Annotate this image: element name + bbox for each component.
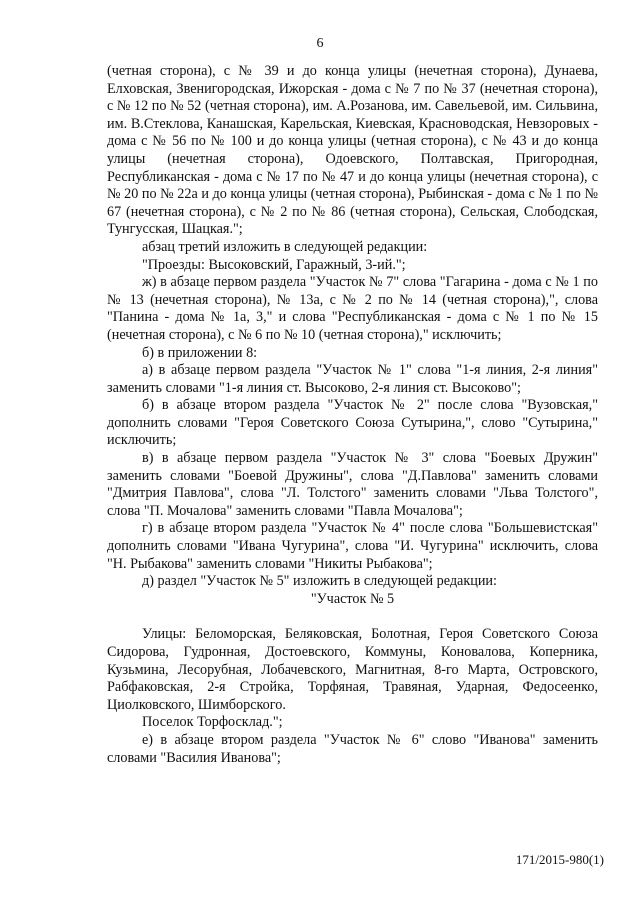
paragraph-item-e: е) в абзаце втором раздела "Участок № 6" слово "Иванова" заменить словами "Василия Иванова";: [107, 731, 598, 766]
paragraph-street-list: (четная сторона), с № 39 и до конца улицы (нечетная сторона), Дунаева, Елховская, Звенигородская, Ижорская - дома с № 7 по № 37 (нечетная сторона), с № 12 по № 52 (четная сторона), им. А.Розанова, им. Савельевой, им. Сильвина, им. В.Стеклова, Канашская, Карельская, Киевская, Красноводская, Невзоровых - дома с № 56 по № 100 и до конца улицы (четная сторона), с № 43 и до конца улицы (нечетная сторона), Одоевского, Полтавская, Пригородная, Республиканская - дома с № 17 по № 47 и до конца улицы (нечетная сторона), с № 20 по № 22а и до конца улицы (четная сторона), Рыбинская - дома с № 1 по № 67 (нечетная сторона), с № 2 по № 86 (четная сторона), Сельская, Слободская, Тунгусская, Шацкая.";: [107, 63, 598, 238]
paragraph-poselok: Поселок Торфосклад.";: [142, 714, 283, 731]
paragraph-abzac-third: абзац третий изложить в следующей редакции:: [142, 238, 428, 255]
paragraph-proezdy: "Проезды: Высоковский, Гаражный, 3-ий.";: [142, 256, 406, 273]
page-number: 6: [316, 36, 324, 51]
document-code: 171/2015-980(1): [515, 852, 604, 867]
section-heading-uchastok-5: "Участок № 5: [310, 590, 395, 607]
paragraph-streets-uchastok-5: Улицы: Беломорская, Беляковская, Болотная, Героя Советского Союза Сидорова, Гудронная, Достоевского, Коммуны, Коновалова, Коперника, Кузьмина, Лесорубная, Лобачевского, Магнитная, 8-го Марта, Островского, Рабфаковская, 2-я Стройка, Торфяная, Травяная, Ударная, Федосеенко, Циолковского, Шимборского.: [107, 626, 598, 713]
paragraph-item-v: в) в абзаце первом раздела "Участок № 3" слова "Боевых Дружин" заменить словами "Боевой Дружины", слова "Д.Павлова" заменить словами "Дмитрия Павлова", слова "Л. Толстого" заменить словами "Льва Толстого", слова "П. Мочалова" заменить словами "Павла Мочалова";: [107, 450, 598, 519]
paragraph-item-b: б) в абзаце втором раздела "Участок № 2" после слова "Вузовская," дополнить словами "Героя Советского Союза Сутырина,", слово "Сутырина," исключить;: [107, 397, 598, 449]
document-body: [107, 63, 598, 767]
paragraph-appendix-8: б) в приложении 8:: [142, 344, 258, 361]
paragraph-item-g: г) в абзаце втором раздела "Участок № 4" после слова "Большевистская" дополнить словами "Ивана Чугурина", слова "И. Чугурина" исключить, слова "Н. Рыбакова" заменить словами "Никиты Рыбакова";: [107, 520, 598, 572]
paragraph-item-a: а) в абзаце первом раздела "Участок № 1" слова "1-я линия, 2-я линия" заменить словами "1-я линия ст. Высоково, 2-я линия ст. Высоково";: [107, 362, 598, 396]
paragraph-item-zh: ж) в абзаце первом раздела "Участок № 7" слова "Гагарина - дома с № 1 по № 13 (нечетная сторона), № 13а, с № 2 по № 14 (четная сторона),", слова "Панина - дома № 1а, 3," и слова "Республиканская - дома с № 1 по № 15 (нечетная сторона), с № 6 по № 10 (четная сторона)," исключить;: [107, 274, 598, 343]
paragraph-item-d: д) раздел "Участок № 5" изложить в следующей редакции:: [142, 573, 497, 590]
